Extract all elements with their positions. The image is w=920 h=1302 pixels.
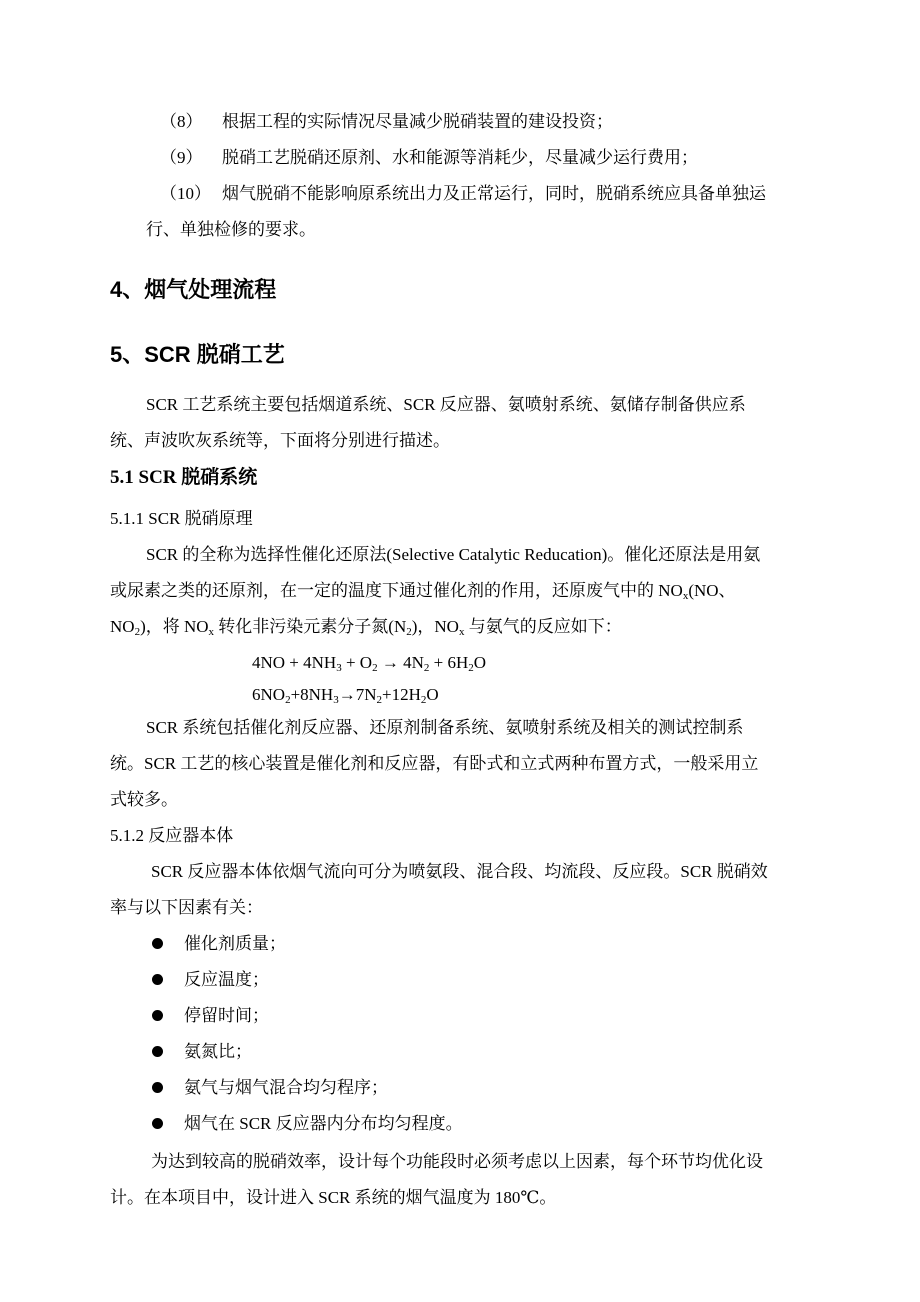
bullet-icon [152,1082,163,1093]
factor-text: 停留时间； [184,1006,269,1025]
bullet-icon [152,1046,163,1057]
bullet-icon [152,1010,163,1021]
principle-line-3: $NO_2$)，将 $NO_x$ 转化非污染元素分子氮$(N_2)$，$NO_x$ 与氨气的反应如下： [110,617,622,638]
system-line: 统。SCR 工艺的核心装置是催化剂和反应器，有卧式和立式两种布置方式，一般采用立 [110,754,759,773]
factor-text: 烟气在 SCR 反应器内分布均匀程度。 [184,1114,463,1133]
list-text: 脱硝工艺脱硝还原剂、水和能源等消耗少，尽量减少运行费用； [222,148,698,167]
section-5-1-heading: 5.1 SCR 脱硝系统 [110,467,258,488]
bullet-icon [152,974,163,985]
list-number: （9） [160,148,203,167]
reactor-line: 率与以下因素有关： [110,898,263,917]
list-item-8 [160,110,613,134]
list-item-10 [160,182,766,206]
section-5-intro-line: SCR 工艺系统主要包括烟道系统、SCR 反应器、氨喷射系统、氨储存制备供应系 [146,395,746,414]
conclusion-line: 计。在本项目中，设计进入 SCR 系统的烟气温度为 180℃。 [110,1188,557,1207]
reactor-line: SCR 反应器本体依烟气流向可分为喷氨段、混合段、均流段、反应段。SCR 脱硝效 [151,862,768,881]
equation-2: $6NO_2+8NH_3\to 7N_2+12H_2O$ [252,685,439,706]
equation-1: $4NO + 4NH_3 + O_2 \to 4N_2 + 6H_2O$ [252,653,487,674]
list-item-9 [160,146,698,170]
list-number: （8） [160,112,203,131]
bullet-icon [152,1118,163,1129]
section-4-heading: 4、烟气处理流程 [110,277,277,302]
system-line: SCR 系统包括催化剂反应器、还原剂制备系统、氨喷射系统及相关的测试控制系 [146,718,744,737]
section-5-heading: 5、SCR 脱硝工艺 [110,342,285,367]
list-item-10-continuation: 行、单独检修的要求。 [146,220,316,239]
bullet-icon [152,938,163,949]
section-5-intro-line: 统、声波吹灰系统等，下面将分别进行描述。 [110,431,450,450]
factor-text: 催化剂质量； [184,934,286,953]
conclusion-line: 为达到较高的脱硝效率，设计每个功能段时必须考虑以上因素，每个环节均优化设 [151,1152,763,1171]
principle-line-1: SCR 的全称为选择性催化还原法(Selective Catalytic Reducation)。催化还原法是用氨 [146,545,761,564]
factor-text: 反应温度； [184,970,269,989]
section-5-1-2-heading: 5.1.2 反应器本体 [110,826,234,845]
list-text: 烟气脱硝不能影响原系统出力及正常运行，同时，脱硝系统应具备单独运 [222,184,766,203]
list-number: （10） [160,184,211,203]
list-text: 根据工程的实际情况尽量减少脱硝装置的建设投资； [222,112,613,131]
factor-text: 氨气与烟气混合均匀程序； [184,1078,388,1097]
system-line: 式较多。 [110,790,178,809]
principle-line-2: 或尿素之类的还原剂，在一定的温度下通过催化剂的作用，还原废气中的 $NO_x(NO$、 [110,581,736,602]
factor-text: 氨氮比； [184,1042,252,1061]
section-5-1-1-heading: 5.1.1 SCR 脱硝原理 [110,509,253,528]
